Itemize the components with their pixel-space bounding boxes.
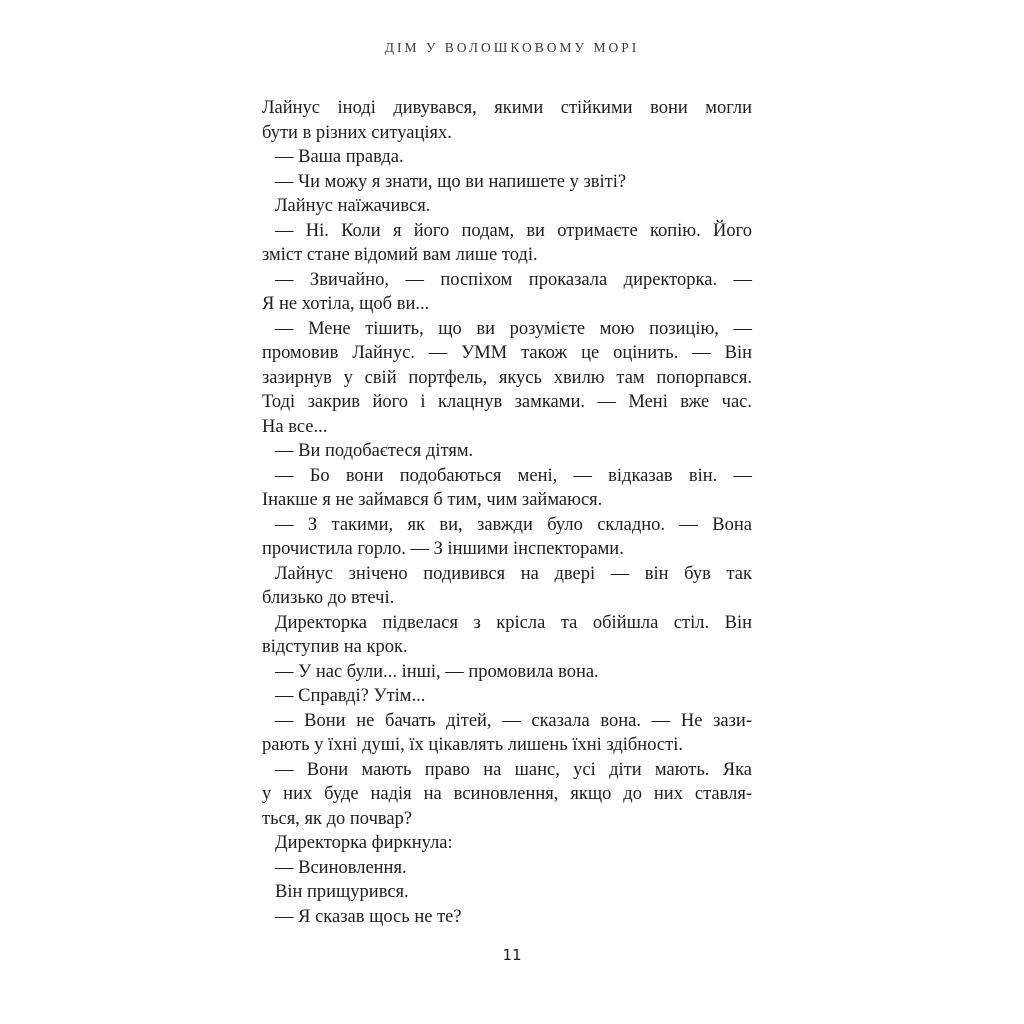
paragraph [262, 831, 752, 856]
text-line: — Мене тішить, що ви розумієте мою позицію, — [275, 318, 752, 339]
text-line: Директорка фиркнула: [275, 833, 453, 853]
paragraph [262, 219, 752, 268]
paragraph [262, 709, 752, 758]
text-line: промовив Лайнус. — УММ також це оцінить. — Він [262, 343, 752, 363]
text-line: рають у їхні душі, їх цікавлять лишень їхні здібності. [262, 735, 683, 755]
paragraph [262, 439, 752, 464]
paragraph [262, 905, 752, 930]
text-line: Він прищурився. [275, 882, 409, 902]
text-line: Лайнус знічено подивився на двері — він був так [275, 563, 752, 584]
text-line: Директорка підвелася з крісла та обійшла стіл. Він [275, 612, 752, 633]
paragraph [262, 562, 752, 611]
text-line: Лайнус наїжачився. [275, 196, 431, 216]
text-line: — Ви подобаєтеся дітям. [275, 441, 474, 461]
text-line: — Всиновлення. [275, 857, 407, 878]
paragraph [262, 856, 752, 881]
paragraph [262, 145, 752, 170]
running-header: ДІМ У ВОЛОШКОВОМУ МОРІ [384, 40, 640, 55]
text-line: — Бо вони подобаються мені, — відказав він. — [275, 465, 752, 486]
paragraph [262, 880, 752, 905]
text-line: — Ваша правда. [275, 147, 404, 167]
paragraph [262, 684, 752, 709]
paragraph [262, 317, 752, 440]
text-line: Інакше я не займався б тим, чим займаюся. [262, 490, 603, 510]
page-number: 11 [502, 946, 522, 964]
text-line: На все... [262, 416, 328, 437]
text-line: — Ні. Коли я його подам, ви отримаєте копію. Його [275, 220, 752, 241]
text-line: Я не хотіла, щоб ви... [262, 294, 430, 314]
text-line: — Чи можу я знати, що ви напишете у звіті? [275, 171, 627, 192]
text-line: — Справді? Утім... [275, 686, 426, 706]
text-line: відступив на крок. [262, 637, 408, 657]
text-line: зазирнув у свій портфель, якусь хвилю там попорпався. [262, 367, 752, 388]
paragraph [262, 194, 752, 219]
text-line: — Звичайно, — поспіхом проказала директорка. — [275, 269, 752, 290]
text-line: — Вони не бачать дітей, — сказала вона. — Не зази- [275, 710, 752, 731]
text-line: — Вони мають право на шанс, усі діти мають. Яка [275, 759, 752, 780]
text-line: — Я сказав щось не те? [275, 906, 462, 927]
paragraph [262, 170, 752, 195]
paragraph [262, 660, 752, 685]
paragraph [262, 513, 752, 562]
text-line: у них буде надія на всиновлення, якщо до них ставля- [262, 784, 752, 804]
paragraph [262, 268, 752, 317]
paragraph [262, 611, 752, 660]
text-line: прочистила горло. — З іншими інспекторами. [262, 539, 624, 559]
text-line: ться, як до почвар? [262, 808, 413, 829]
text-line: близько до втечі. [262, 588, 395, 608]
text-line: бути в різних ситуаціях. [262, 122, 452, 143]
body-text [262, 96, 752, 929]
paragraph [262, 758, 752, 832]
paragraph [262, 96, 752, 145]
text-line: Тоді закрив його і клацнув замками. — Мені вже час. [262, 392, 752, 412]
text-line: зміст стане відомий вам лише тоді. [262, 245, 538, 265]
text-line: — З такими, як ви, завжди було складно. — Вона [275, 514, 752, 535]
text-line: Лайнус іноді дивувався, якими стійкими вони могли [262, 98, 752, 118]
paragraph [262, 464, 752, 513]
text-line: — У нас були... інші, — промовила вона. [275, 661, 599, 682]
